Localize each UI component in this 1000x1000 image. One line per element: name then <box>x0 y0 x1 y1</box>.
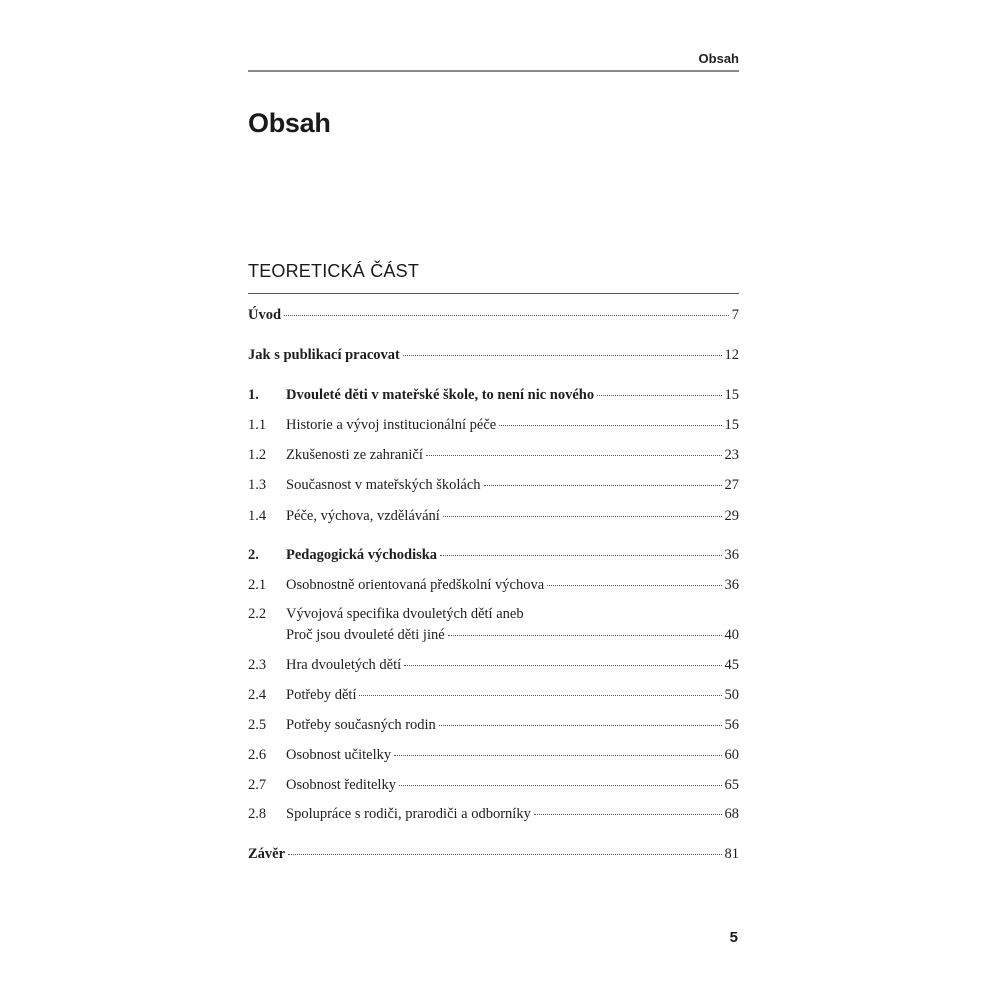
dot-leader <box>484 484 722 486</box>
toc-page-number: 56 <box>724 717 739 733</box>
toc-page-number: 15 <box>724 387 739 403</box>
toc-entry-2-2[interactable] <box>248 603 739 625</box>
toc-page-number: 12 <box>724 347 739 363</box>
toc-entry-title: Osobnostně orientovaná předškolní výchova <box>286 577 545 593</box>
header-rule <box>248 70 739 72</box>
toc-page-number: 68 <box>724 806 739 822</box>
toc-entry-2-1[interactable] <box>248 574 739 596</box>
toc-entry-title: Úvod <box>248 307 282 323</box>
toc-entry-title: Osobnost ředitelky <box>286 777 396 793</box>
toc-entry-title: Osobnost učitelky <box>286 747 392 763</box>
toc-entry-title: Spolupráce s rodiči, prarodiči a odborníky <box>286 806 531 822</box>
section-rule <box>248 293 739 294</box>
toc-entry-2-5[interactable] <box>248 714 739 736</box>
dot-leader <box>534 813 722 815</box>
toc-entry-title: Hra dvouletých dětí <box>286 657 402 673</box>
toc-page-number: 81 <box>724 846 739 862</box>
toc-page-number: 40 <box>724 627 739 643</box>
toc-entry-number: 1. <box>248 387 259 403</box>
toc-entry-2-6[interactable] <box>248 744 739 766</box>
page-number: 5 <box>729 929 738 946</box>
toc-entry-1-4[interactable] <box>248 505 739 527</box>
toc-entry-2-3[interactable] <box>248 654 739 676</box>
toc-entry-title: Zkušenosti ze zahraničí <box>286 447 423 463</box>
toc-entry-title: Současnost v mateřských školách <box>286 477 481 493</box>
toc-entry-how-to[interactable] <box>248 344 739 366</box>
toc-entry-number: 2.3 <box>248 657 267 673</box>
toc-entry-title: Potřeby současných rodin <box>286 717 436 733</box>
toc-entry-1-2[interactable] <box>248 444 739 466</box>
toc-page-number: 15 <box>724 417 739 433</box>
toc-entry-number: 2.8 <box>248 806 267 822</box>
toc-entry-chapter-2[interactable] <box>248 544 739 566</box>
dot-leader <box>440 554 721 556</box>
toc-page-number: 27 <box>724 477 739 493</box>
dot-leader <box>403 354 722 356</box>
toc-entry-title: Proč jsou dvouleté děti jiné <box>286 627 445 643</box>
toc-entry-2-8[interactable] <box>248 803 739 825</box>
toc-entry-2-2-continuation[interactable] <box>248 624 739 646</box>
dot-leader <box>448 634 722 636</box>
toc-page-number: 45 <box>724 657 739 673</box>
dot-leader <box>404 664 721 666</box>
dot-leader <box>426 454 722 456</box>
dot-leader <box>288 853 721 855</box>
toc-entry-intro[interactable] <box>248 304 739 326</box>
running-head: Obsah <box>698 51 739 66</box>
toc-page-number: 36 <box>724 547 739 563</box>
toc-page-number: 65 <box>724 777 739 793</box>
dot-leader <box>284 314 729 316</box>
toc-entry-conclusion[interactable] <box>248 843 739 865</box>
toc-page-number: 29 <box>724 508 739 524</box>
toc-page-number: 36 <box>724 577 739 593</box>
toc-entry-number: 1.1 <box>248 417 267 433</box>
toc-entry-chapter-1[interactable] <box>248 384 739 406</box>
toc-entry-number: 2.2 <box>248 606 267 622</box>
toc-page-number: 7 <box>731 307 739 323</box>
dot-leader <box>394 754 721 756</box>
section-heading: TEORETICKÁ ČÁST <box>248 261 420 281</box>
toc-entry-title: Potřeby dětí <box>286 687 357 703</box>
toc-entry-number: 1.4 <box>248 508 267 524</box>
toc-page-number: 50 <box>724 687 739 703</box>
toc-entry-number: 1.3 <box>248 477 267 493</box>
toc-entry-1-1[interactable] <box>248 414 739 436</box>
dot-leader <box>443 515 722 517</box>
toc-entry-title: Pedagogická východiska <box>286 547 438 563</box>
dot-leader <box>547 584 721 586</box>
toc-entry-title: Historie a vývoj institucionální péče <box>286 417 497 433</box>
toc-entry-title: Vývojová specifika dvouletých dětí aneb <box>286 606 524 622</box>
dot-leader <box>499 424 721 426</box>
page-title: Obsah <box>248 108 331 138</box>
toc-entry-2-7[interactable] <box>248 774 739 796</box>
toc-entry-number: 2.6 <box>248 747 267 763</box>
toc-entry-title: Dvouleté děti v mateřské škole, to není nic nového <box>286 387 595 403</box>
toc-entry-title: Jak s publikací pracovat <box>248 347 400 363</box>
toc-entry-title: Péče, výchova, vzdělávání <box>286 508 440 524</box>
dot-leader <box>359 694 721 696</box>
toc-entry-1-3[interactable] <box>248 474 739 496</box>
toc-entry-number: 1.2 <box>248 447 267 463</box>
toc-page-number: 23 <box>724 447 739 463</box>
toc-entry-number: 2.7 <box>248 777 267 793</box>
toc-entry-number: 2. <box>248 547 259 563</box>
toc-entry-number: 2.1 <box>248 577 267 593</box>
toc-entry-number: 2.4 <box>248 687 267 703</box>
toc-entry-number: 2.5 <box>248 717 267 733</box>
toc-page-number: 60 <box>724 747 739 763</box>
dot-leader <box>439 724 722 726</box>
dot-leader <box>399 784 722 786</box>
dot-leader <box>597 394 721 396</box>
toc-entry-title: Závěr <box>248 846 286 862</box>
toc-entry-2-4[interactable] <box>248 684 739 706</box>
